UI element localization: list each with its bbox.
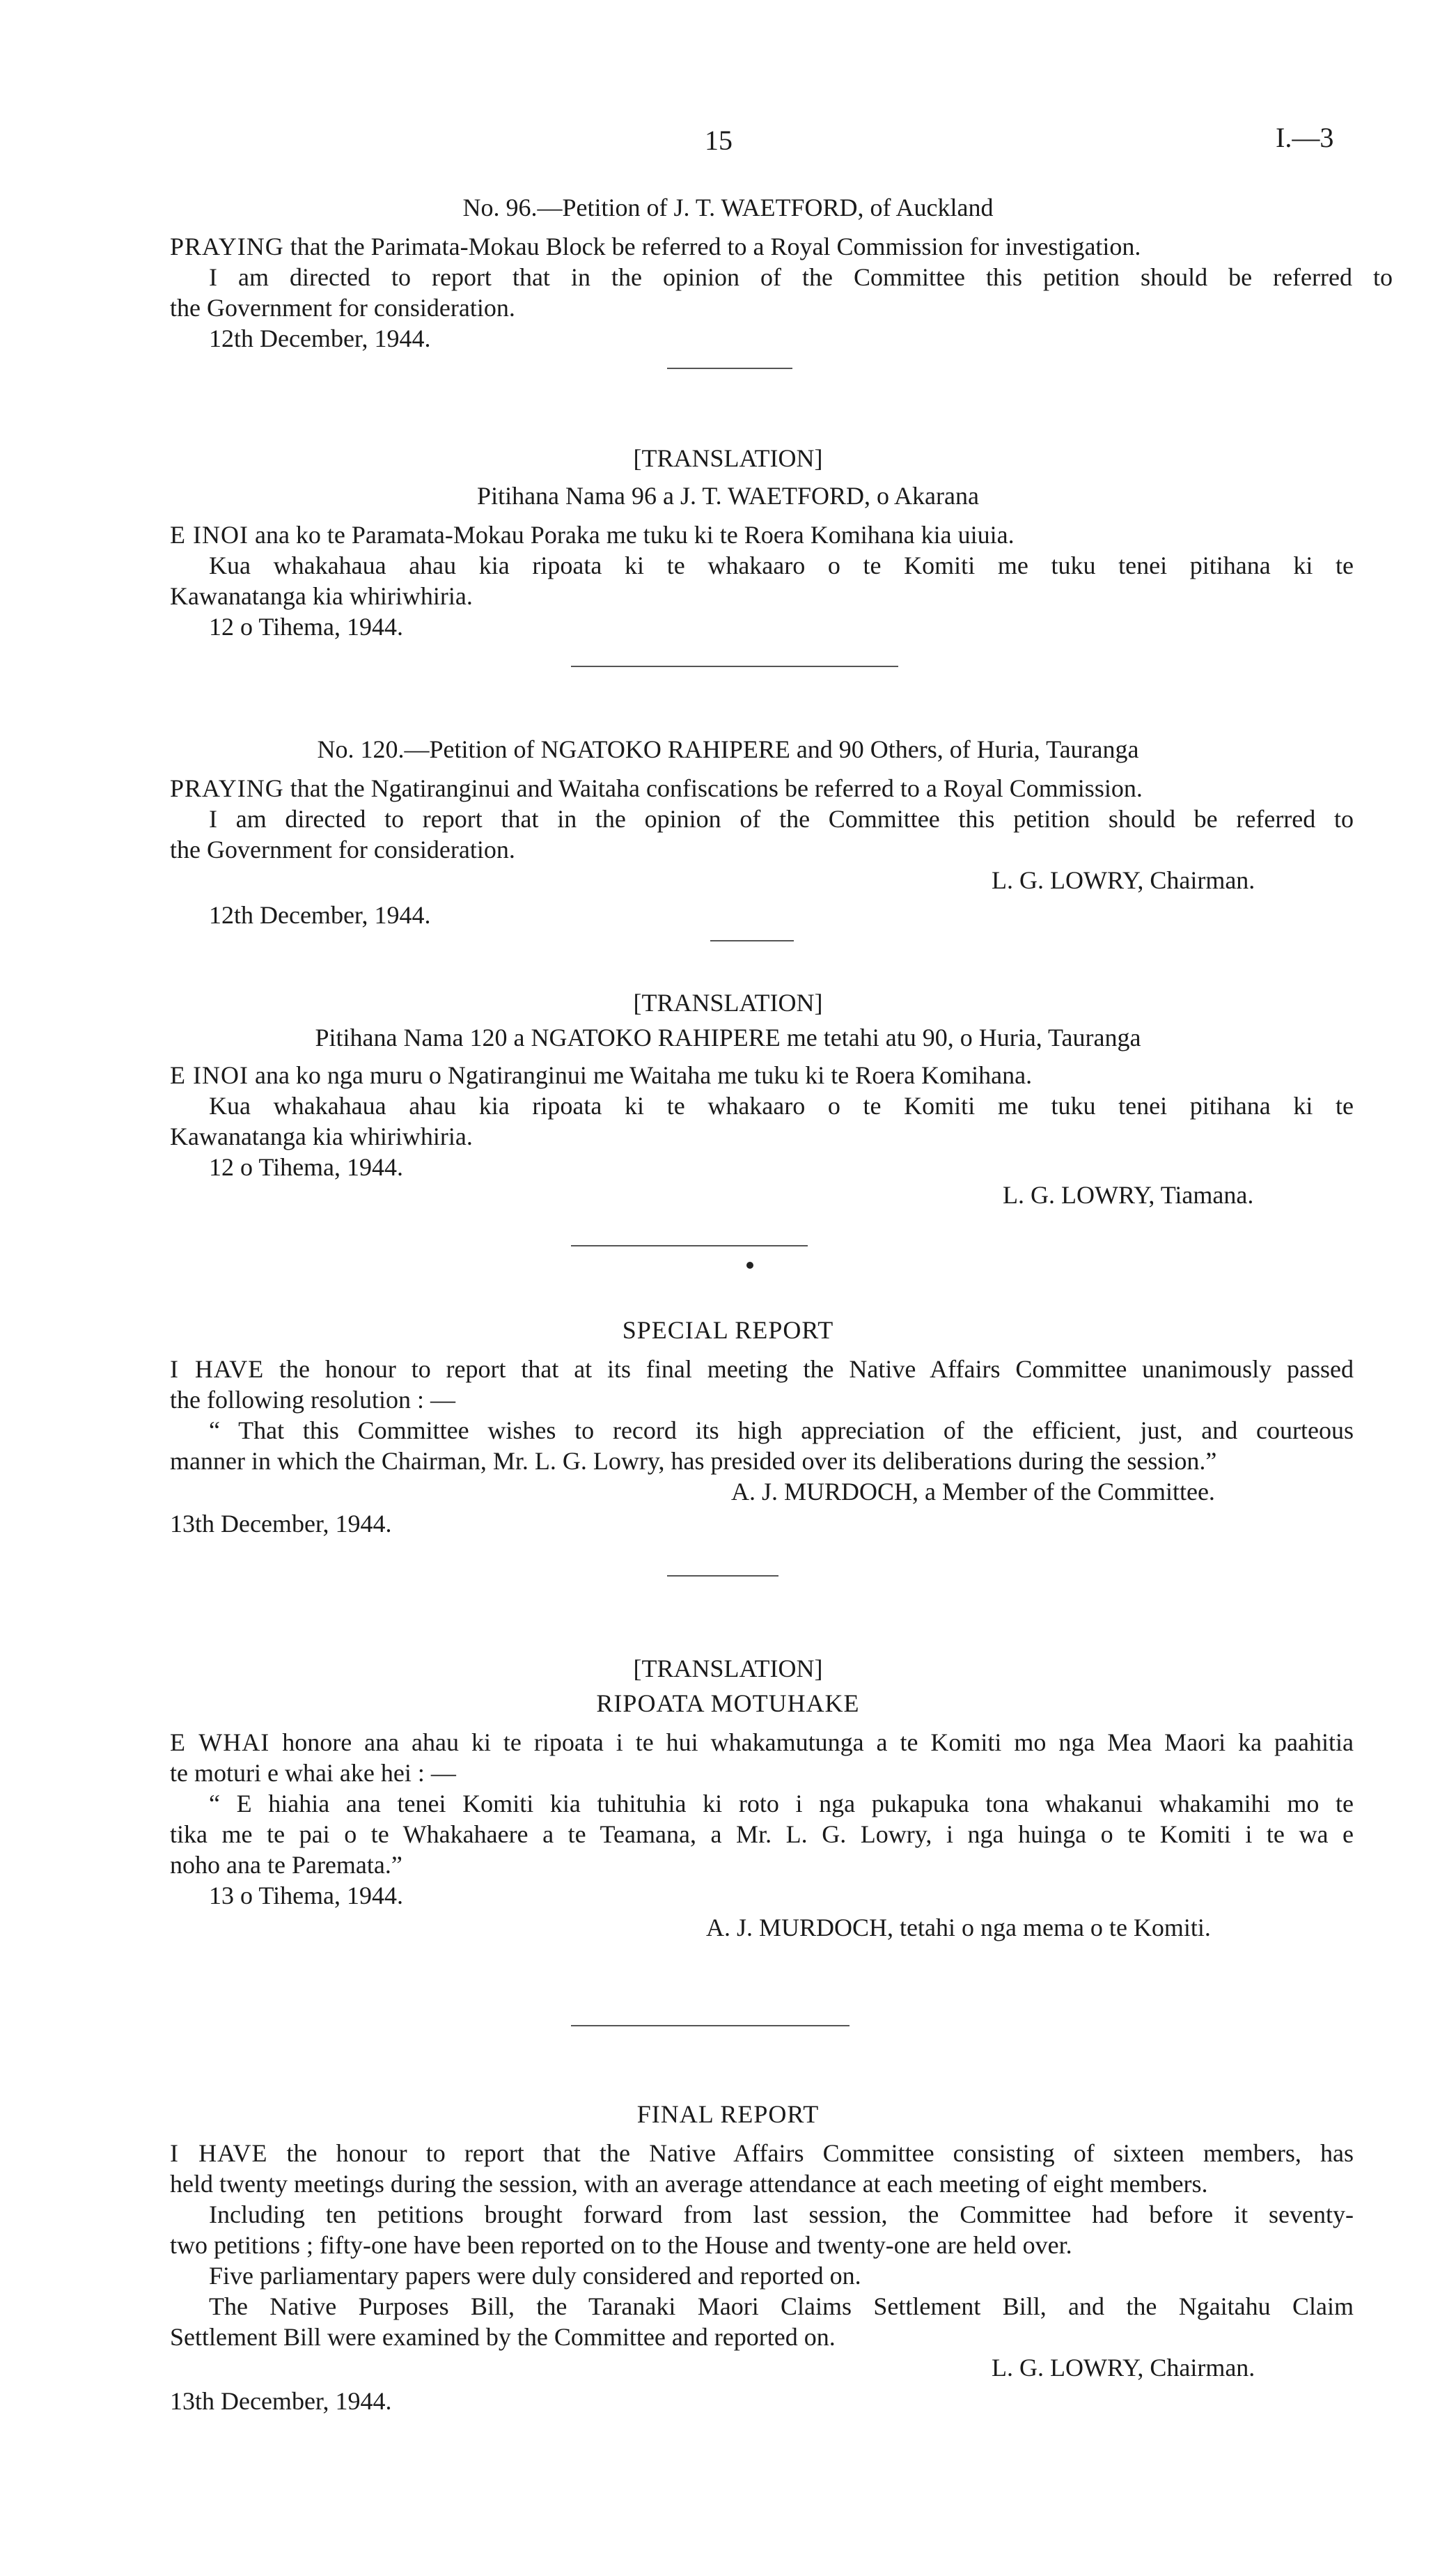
inoi-text: ana ko te Paramata-Mokau Poraka me tuku ki te Roera Komihana kia uiuia. [248, 521, 1015, 549]
ripoata-motuhake-line1 [170, 1727, 1354, 1758]
pitihana-120-signature: L. G. LOWRY, Tiamana. [1003, 1181, 1254, 1209]
special-report-line1 [170, 1354, 1354, 1384]
petition-96-heading: No. 96.—Petition of J. T. WAETFORD, of Auckland [462, 194, 994, 221]
translation-label: [TRANSLATION] [633, 989, 823, 1017]
final-report-title: FINAL REPORT [636, 2100, 820, 2128]
ripoata-quote-line1: “ E hiahia ana tenei Komiti kia tuhituhia ki roto i nga pukapuka tona whakanui whakamihi mo te [209, 1790, 1354, 1817]
prayer-text: that the Ngatiranginui and Waitaha confiscations be referred to a Royal Commission. [283, 774, 1143, 802]
prayer-lead: PRAYING [170, 233, 284, 260]
ripoata-motuhake-signature: A. J. MURDOCH, tetahi o nga mema o te Komiti. [706, 1914, 1211, 1941]
pitihana-96-ripoata-line1: Kua whakahaua ahau kia ripoata ki te whakaaro o te Komiti me tuku tenei pitihana ki te [209, 552, 1354, 579]
petition-96-prayer [170, 231, 1141, 262]
pitihana-120-ripoata-line2: Kawanatanga kia whiriwhiria. [170, 1123, 473, 1150]
pitihana-120-ripoata-line1: Kua whakahaua ahau kia ripoata ki te whakaaro o te Komiti me tuku tenei pitihana ki te [209, 1092, 1354, 1120]
section-divider [667, 368, 792, 369]
dot-ornament [746, 1262, 753, 1269]
section-divider [710, 940, 794, 941]
inoi-text: ana ko nga muru o Ngatiranginui me Waitaha me tuku ki te Roera Komihana. [248, 1061, 1033, 1089]
petition-120-report-line1: I am directed to report that in the opinion of the Committee this petition should be referred to [209, 805, 1354, 833]
final-report-signature: L. G. LOWRY, Chairman. [992, 2354, 1255, 2382]
pitihana-120-inoi [170, 1060, 1032, 1090]
section-divider [667, 1575, 778, 1577]
petition-120-heading: No. 120.—Petition of NGATOKO RAHIPERE and 90 Others, of Huria, Tauranga [317, 735, 1139, 763]
final-report-date: 13th December, 1944. [170, 2387, 392, 2415]
special-report-text: the honour to report that at its final meeting the Native Affairs Committee unanimously passed [264, 1355, 1354, 1383]
pitihana-96-heading: Pitihana Nama 96 a J. T. WAETFORD, o Akarana [477, 482, 979, 510]
translation-label: [TRANSLATION] [633, 1655, 823, 1682]
ripoata-quote-line2: tika me te pai o te Whakahaere a te Teamana, a Mr. L. G. Lowry, i nga huinga o te Komiti i te wa e [170, 1820, 1354, 1848]
petition-96-date: 12th December, 1944. [209, 324, 431, 352]
ripoata-motuhake-line2: te moturi e whai ake hei : — [170, 1759, 456, 1787]
special-report-lead: I HAVE [170, 1355, 265, 1383]
final-report-papers: Five parliamentary papers were duly considered and reported on. [209, 2262, 861, 2290]
section-divider [571, 1245, 808, 1246]
ripoata-text: honore ana ahau ki te ripoata i te hui whakamutunga a te Komiti mo nga Mea Maori ka paahitia [269, 1728, 1354, 1756]
prayer-text: that the Parimata-Mokau Block be referred to a Royal Commission for investigation. [283, 233, 1141, 260]
final-report-petitions-line1: Including ten petitions brought forward from last session, the Committee had before it seventy- [209, 2200, 1354, 2228]
ripoata-motuhake-date: 13 o Tihema, 1944. [209, 1882, 404, 1909]
section-divider [571, 2025, 850, 2026]
special-report-quote-line1: “ That this Committee wishes to record its high appreciation of the efficient, just, and courteous [209, 1416, 1354, 1444]
petition-120-report-line2: the Government for consideration. [170, 836, 515, 863]
special-report-title: SPECIAL REPORT [622, 1316, 834, 1344]
final-report-petitions-line2: two petitions ; fifty-one have been reported on to the House and twenty-one are held over. [170, 2231, 1072, 2259]
ripoata-quote-line3: noho ana te Paremata.” [170, 1851, 402, 1879]
pitihana-96-inoi [170, 519, 1015, 550]
special-report-heading [0, 1315, 1456, 1345]
ripoata-lead: E WHAI [170, 1728, 270, 1756]
final-report-bills-line1: The Native Purposes Bill, the Taranaki Maori Claims Settlement Bill, and the Ngaitahu Claim [209, 2292, 1354, 2320]
petition-96-report-line1: I am directed to report that in the opinion of the Committee this petition should be referred to [209, 263, 1393, 291]
pitihana-120-date: 12 o Tihema, 1944. [209, 1153, 404, 1181]
pitihana-96-ripoata-line2: Kawanatanga kia whiriwhiria. [170, 582, 473, 610]
petition-96-report-line2: the Government for consideration. [170, 294, 515, 322]
special-report-quote-line2: manner in which the Chairman, Mr. L. G. Lowry, has presided over its deliberations during the session.” [170, 1447, 1217, 1475]
pitihana-120-heading: Pitihana Nama 120 a NGATOKO RAHIPERE me tetahi atu 90, o Huria, Tauranga [315, 1024, 1141, 1051]
special-report-signature: A. J. MURDOCH, a Member of the Committee. [731, 1478, 1215, 1506]
petition-120-date: 12th December, 1944. [209, 901, 431, 929]
ripoata-motuhake-title: RIPOATA MOTUHAKE [596, 1689, 860, 1717]
inoi-lead: E INOI [170, 521, 249, 549]
inoi-lead: E INOI [170, 1061, 249, 1089]
section-divider [571, 666, 898, 667]
page-number: 15 [705, 125, 733, 156]
ripoata-motuhake-heading [0, 1688, 1456, 1719]
final-report-line1 [170, 2138, 1354, 2168]
petition-120-prayer [170, 773, 1143, 804]
final-report-text: the honour to report that the Native Affairs Committee consisting of sixteen members, has [267, 2139, 1354, 2167]
final-report-line2: held twenty meetings during the session, with an average attendance at each meeting of eight members. [170, 2170, 1208, 2198]
final-report-heading [0, 2099, 1456, 2129]
special-report-line2: the following resolution : — [170, 1386, 455, 1414]
final-report-bills-line2: Settlement Bill were examined by the Committee and reported on. [170, 2323, 836, 2351]
petition-120-signature: L. G. LOWRY, Chairman. [992, 866, 1255, 894]
prayer-lead: PRAYING [170, 774, 284, 802]
document-reference: I.—3 [1276, 122, 1334, 153]
special-report-date: 13th December, 1944. [170, 1510, 392, 1538]
pitihana-96-date: 12 o Tihema, 1944. [209, 613, 404, 641]
translation-label: [TRANSLATION] [633, 444, 823, 472]
final-report-lead: I HAVE [170, 2139, 268, 2167]
